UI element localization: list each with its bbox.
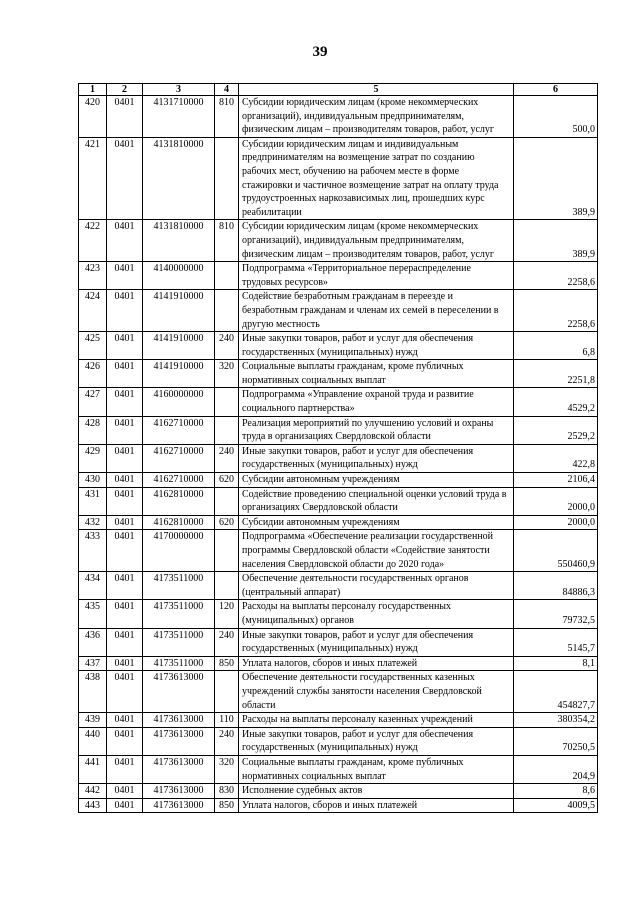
expense-type-code — [215, 416, 239, 444]
row-number: 421 — [79, 137, 107, 220]
expense-type-code: 110 — [215, 713, 239, 728]
expense-type-code: 850 — [215, 656, 239, 671]
item-name: Субсидии автономным учреждениям — [239, 515, 514, 530]
amount: 70250,5 — [514, 727, 598, 755]
item-name: Содействие проведению специальной оценки условий труда в организациях Свердловской области — [239, 487, 514, 515]
target-code: 4173613000 — [143, 798, 215, 813]
item-name: Иные закупки товаров, работ и услуг для обеспечения государственных (муниципальных) нужд — [239, 727, 514, 755]
item-name: Подпрограмма «Обеспечение реализации государственной программы Свердловской области «Содействие занятости населения Свердловской области до 2020 года» — [239, 530, 514, 572]
section-code: 0401 — [107, 671, 143, 713]
table-row — [79, 388, 598, 416]
expense-type-code: 620 — [215, 473, 239, 488]
row-number: 436 — [79, 628, 107, 656]
row-number: 440 — [79, 727, 107, 755]
section-code: 0401 — [107, 444, 143, 472]
item-name: Социальные выплаты гражданам, кроме публичных нормативных социальных выплат — [239, 360, 514, 388]
section-code: 0401 — [107, 727, 143, 755]
row-number: 442 — [79, 784, 107, 799]
table-row — [79, 530, 598, 572]
column-header: 4 — [215, 84, 239, 96]
row-number: 443 — [79, 798, 107, 813]
amount: 2258,6 — [514, 290, 598, 332]
target-code: 4173613000 — [143, 784, 215, 799]
row-number: 427 — [79, 388, 107, 416]
amount: 84886,3 — [514, 572, 598, 600]
amount: 5145,7 — [514, 628, 598, 656]
table-row — [79, 600, 598, 628]
section-code: 0401 — [107, 360, 143, 388]
table-header-row — [79, 84, 598, 96]
section-code: 0401 — [107, 262, 143, 290]
column-header: 1 — [79, 84, 107, 96]
table-row — [79, 515, 598, 530]
target-code: 4141910000 — [143, 290, 215, 332]
target-code: 4141910000 — [143, 332, 215, 360]
expense-type-code: 810 — [215, 220, 239, 262]
amount: 2529,2 — [514, 416, 598, 444]
table-row — [79, 444, 598, 472]
item-name: Субсидии юридическим лицам (кроме некоммерческих организаций), индивидуальным предпринимателям, физическим лицам – производителям товаров, работ, услуг — [239, 96, 514, 138]
amount: 79732,5 — [514, 600, 598, 628]
table-body — [79, 96, 598, 813]
item-name: Подпрограмма «Управление охраной труда и развитие социального партнерства» — [239, 388, 514, 416]
column-header: 6 — [514, 84, 598, 96]
amount: 389,9 — [514, 137, 598, 220]
amount: 4009,5 — [514, 798, 598, 813]
target-code: 4162810000 — [143, 487, 215, 515]
expense-type-code — [215, 572, 239, 600]
item-name: Социальные выплаты гражданам, кроме публичных нормативных социальных выплат — [239, 755, 514, 783]
section-code: 0401 — [107, 515, 143, 530]
target-code: 4162710000 — [143, 444, 215, 472]
row-number: 430 — [79, 473, 107, 488]
amount: 2000,0 — [514, 487, 598, 515]
section-code: 0401 — [107, 473, 143, 488]
amount: 500,0 — [514, 96, 598, 138]
item-name: Расходы на выплаты персоналу государственных (муниципальных) органов — [239, 600, 514, 628]
target-code: 4173511000 — [143, 600, 215, 628]
section-code: 0401 — [107, 572, 143, 600]
row-number: 420 — [79, 96, 107, 138]
section-code: 0401 — [107, 600, 143, 628]
table-row — [79, 798, 598, 813]
expense-type-code — [215, 487, 239, 515]
table-row — [79, 332, 598, 360]
expense-type-code: 240 — [215, 332, 239, 360]
expense-type-code: 240 — [215, 727, 239, 755]
item-name: Расходы на выплаты персоналу казенных учреждений — [239, 713, 514, 728]
row-number: 438 — [79, 671, 107, 713]
table-row — [79, 656, 598, 671]
item-name: Уплата налогов, сборов и иных платежей — [239, 656, 514, 671]
row-number: 435 — [79, 600, 107, 628]
target-code: 4173613000 — [143, 713, 215, 728]
row-number: 426 — [79, 360, 107, 388]
section-code: 0401 — [107, 96, 143, 138]
expense-type-code: 320 — [215, 755, 239, 783]
section-code: 0401 — [107, 713, 143, 728]
section-code: 0401 — [107, 530, 143, 572]
amount: 380354,2 — [514, 713, 598, 728]
page-number: 39 — [312, 44, 328, 60]
item-name: Обеспечение деятельности государственных органов (центральный аппарат) — [239, 572, 514, 600]
section-code: 0401 — [107, 487, 143, 515]
amount: 8,6 — [514, 784, 598, 799]
table-row — [79, 96, 598, 138]
amount: 422,8 — [514, 444, 598, 472]
table-row — [79, 360, 598, 388]
row-number: 423 — [79, 262, 107, 290]
section-code: 0401 — [107, 784, 143, 799]
target-code: 4170000000 — [143, 530, 215, 572]
section-code: 0401 — [107, 416, 143, 444]
item-name: Субсидии юридическим лицам и индивидуальным предпринимателям на возмещение затрат по созданию рабочих мест, обучению на рабочем месте в форме стажировки и частичное возмещение затрат на оплату труда трудоустроенных наркозависимых лиц, прошедших курс реабилитации — [239, 137, 514, 220]
row-number: 441 — [79, 755, 107, 783]
amount: 4529,2 — [514, 388, 598, 416]
table-row — [79, 755, 598, 783]
row-number: 425 — [79, 332, 107, 360]
table-row — [79, 628, 598, 656]
item-name: Обеспечение деятельности государственных казенных учреждений службы занятости населения Свердловской области — [239, 671, 514, 713]
column-header: 2 — [107, 84, 143, 96]
item-name: Иные закупки товаров, работ и услуг для обеспечения государственных (муниципальных) нужд — [239, 444, 514, 472]
target-code: 4173511000 — [143, 628, 215, 656]
row-number: 424 — [79, 290, 107, 332]
target-code: 4173613000 — [143, 755, 215, 783]
row-number: 422 — [79, 220, 107, 262]
table-row — [79, 487, 598, 515]
amount: 2251,8 — [514, 360, 598, 388]
table-row — [79, 713, 598, 728]
expense-type-code — [215, 530, 239, 572]
row-number: 433 — [79, 530, 107, 572]
section-code: 0401 — [107, 137, 143, 220]
item-name: Реализация мероприятий по улучшению условий и охраны труда в организациях Свердловской области — [239, 416, 514, 444]
expense-type-code: 830 — [215, 784, 239, 799]
table-row — [79, 473, 598, 488]
item-name: Уплата налогов, сборов и иных платежей — [239, 798, 514, 813]
target-code: 4140000000 — [143, 262, 215, 290]
target-code: 4131810000 — [143, 220, 215, 262]
target-code: 4162710000 — [143, 473, 215, 488]
amount: 2258,6 — [514, 262, 598, 290]
expense-type-code: 120 — [215, 600, 239, 628]
target-code: 4162810000 — [143, 515, 215, 530]
item-name: Исполнение судебных актов — [239, 784, 514, 799]
table-row — [79, 262, 598, 290]
target-code: 4141910000 — [143, 360, 215, 388]
item-name: Субсидии автономным учреждениям — [239, 473, 514, 488]
table-row — [79, 671, 598, 713]
row-number: 429 — [79, 444, 107, 472]
expense-type-code — [215, 388, 239, 416]
row-number: 439 — [79, 713, 107, 728]
expense-type-code — [215, 671, 239, 713]
row-number: 431 — [79, 487, 107, 515]
target-code: 4173511000 — [143, 572, 215, 600]
section-code: 0401 — [107, 388, 143, 416]
amount: 6,8 — [514, 332, 598, 360]
section-code: 0401 — [107, 290, 143, 332]
table-row — [79, 784, 598, 799]
item-name: Субсидии юридическим лицам (кроме некоммерческих организаций), индивидуальным предпринимателям, физическим лицам – производителям товаров, работ, услуг — [239, 220, 514, 262]
section-code: 0401 — [107, 220, 143, 262]
expense-type-code — [215, 137, 239, 220]
amount: 204,9 — [514, 755, 598, 783]
target-code: 4160000000 — [143, 388, 215, 416]
item-name: Иные закупки товаров, работ и услуг для обеспечения государственных (муниципальных) нужд — [239, 332, 514, 360]
row-number: 434 — [79, 572, 107, 600]
column-header: 5 — [239, 84, 514, 96]
item-name: Содействие безработным гражданам в переезде и безработным гражданам и членам их семей в переселении в другую местность — [239, 290, 514, 332]
amount: 8,1 — [514, 656, 598, 671]
table-row — [79, 220, 598, 262]
target-code: 4173613000 — [143, 727, 215, 755]
target-code: 4131710000 — [143, 96, 215, 138]
target-code: 4131810000 — [143, 137, 215, 220]
row-number: 428 — [79, 416, 107, 444]
table-row — [79, 572, 598, 600]
amount: 389,9 — [514, 220, 598, 262]
amount: 2000,0 — [514, 515, 598, 530]
expense-type-code: 240 — [215, 444, 239, 472]
section-code: 0401 — [107, 656, 143, 671]
section-code: 0401 — [107, 798, 143, 813]
column-header: 3 — [143, 84, 215, 96]
target-code: 4173613000 — [143, 671, 215, 713]
item-name: Подпрограмма «Территориальное перераспределение трудовых ресурсов» — [239, 262, 514, 290]
section-code: 0401 — [107, 332, 143, 360]
amount: 454827,7 — [514, 671, 598, 713]
budget-table — [78, 83, 598, 813]
item-name: Иные закупки товаров, работ и услуг для обеспечения государственных (муниципальных) нужд — [239, 628, 514, 656]
expense-type-code — [215, 290, 239, 332]
table-row — [79, 290, 598, 332]
table-row — [79, 416, 598, 444]
expense-type-code: 320 — [215, 360, 239, 388]
expense-type-code: 620 — [215, 515, 239, 530]
amount: 2106,4 — [514, 473, 598, 488]
expense-type-code: 810 — [215, 96, 239, 138]
expense-type-code: 850 — [215, 798, 239, 813]
table-row — [79, 727, 598, 755]
expense-type-code: 240 — [215, 628, 239, 656]
section-code: 0401 — [107, 755, 143, 783]
amount: 550460,9 — [514, 530, 598, 572]
row-number: 432 — [79, 515, 107, 530]
table-row — [79, 137, 598, 220]
row-number: 437 — [79, 656, 107, 671]
expense-type-code — [215, 262, 239, 290]
target-code: 4173511000 — [143, 656, 215, 671]
section-code: 0401 — [107, 628, 143, 656]
target-code: 4162710000 — [143, 416, 215, 444]
